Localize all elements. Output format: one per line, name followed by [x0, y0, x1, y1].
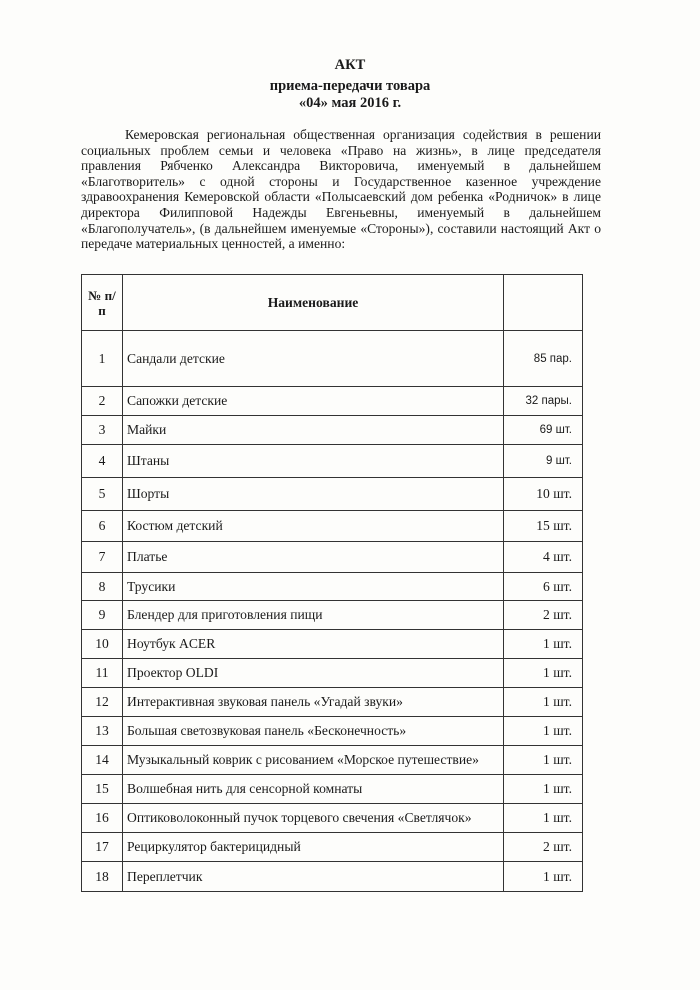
- row-quantity: 85 пар.: [504, 331, 583, 387]
- table-row: [82, 387, 583, 416]
- items-table: [81, 274, 583, 892]
- row-item-name: Рециркулятор бактерицидный: [123, 833, 504, 862]
- document-title: АКТ: [334, 57, 366, 73]
- row-quantity: 1 шт.: [504, 717, 583, 746]
- table-row: [82, 511, 583, 542]
- row-number: 13: [82, 717, 123, 746]
- document-subtitle: приема-передачи товара: [269, 78, 431, 94]
- row-item-name: Блендер для приготовления пищи: [123, 601, 504, 630]
- row-quantity: 9 шт.: [504, 445, 583, 478]
- table-row: [82, 804, 583, 833]
- row-item-name: Волшебная нить для сенсорной комнаты: [123, 775, 504, 804]
- row-item-name: Ноутбук ACER: [123, 630, 504, 659]
- row-quantity: 1 шт.: [504, 775, 583, 804]
- intro-paragraph: Кемеровская региональная общественная организация содействия в решении социальных проблем семьи и человека «Право на жизнь», в лице председателя правления Рябченко Александра Викторовича, именуемый в дальнейшем «Благотворитель» с одной стороны и Государственное казенное учреждение здравоохранения Кемеровской области «Полысаевский дом ребенка «Родничок» в лице директора Филипповой Надежды Евгеньевны, именуемый в дальнейшем «Благополучатель», (в дальнейшем именуемые «Стороны»), составили настоящий Акт о передаче материальных ценностей, а именно:: [81, 127, 601, 252]
- table-row: [82, 833, 583, 862]
- row-item-name: Костюм детский: [123, 511, 504, 542]
- row-number: 17: [82, 833, 123, 862]
- table-row: [82, 717, 583, 746]
- row-item-name: Платье: [123, 542, 504, 573]
- column-header-quantity: [504, 275, 583, 331]
- row-number: 11: [82, 659, 123, 688]
- row-quantity: 10 шт.: [504, 478, 583, 511]
- row-quantity: 1 шт.: [504, 630, 583, 659]
- row-item-name: Оптиковолоконный пучок торцевого свечения «Светлячок»: [123, 804, 504, 833]
- row-number: 15: [82, 775, 123, 804]
- row-quantity: 1 шт.: [504, 862, 583, 892]
- row-number: 2: [82, 387, 123, 416]
- row-quantity: 1 шт.: [504, 804, 583, 833]
- table-row: [82, 445, 583, 478]
- row-quantity: 2 шт.: [504, 601, 583, 630]
- row-quantity: 32 пары.: [504, 387, 583, 416]
- row-number: 14: [82, 746, 123, 775]
- row-number: 6: [82, 511, 123, 542]
- row-number: 1: [82, 331, 123, 387]
- table-row: [82, 331, 583, 387]
- row-number: 7: [82, 542, 123, 573]
- row-number: 10: [82, 630, 123, 659]
- row-item-name: Интерактивная звуковая панель «Угадай звуки»: [123, 688, 504, 717]
- row-item-name: Шорты: [123, 478, 504, 511]
- row-item-name: Трусики: [123, 573, 504, 601]
- table-row: [82, 601, 583, 630]
- row-quantity: 1 шт.: [504, 688, 583, 717]
- row-number: 4: [82, 445, 123, 478]
- row-item-name: Музыкальный коврик с рисованием «Морское путешествие»: [123, 746, 504, 775]
- table-row: [82, 416, 583, 445]
- row-item-name: Большая светозвуковая панель «Бесконечность»: [123, 717, 504, 746]
- row-number: 5: [82, 478, 123, 511]
- row-number: 18: [82, 862, 123, 892]
- row-quantity: 69 шт.: [504, 416, 583, 445]
- table-row: [82, 659, 583, 688]
- row-quantity: 6 шт.: [504, 573, 583, 601]
- table-header-row: [82, 275, 583, 331]
- row-number: 16: [82, 804, 123, 833]
- row-quantity: 2 шт.: [504, 833, 583, 862]
- row-quantity: 1 шт.: [504, 659, 583, 688]
- row-quantity: 15 шт.: [504, 511, 583, 542]
- row-number: 3: [82, 416, 123, 445]
- table-row: [82, 573, 583, 601]
- table-row: [82, 542, 583, 573]
- row-item-name: Сапожки детские: [123, 387, 504, 416]
- row-number: 8: [82, 573, 123, 601]
- table-row: [82, 688, 583, 717]
- table-row: [82, 478, 583, 511]
- row-number: 12: [82, 688, 123, 717]
- document-date: «04» мая 2016 г.: [298, 95, 402, 111]
- column-header-number: № п/п: [82, 275, 123, 331]
- row-item-name: Проектор OLDI: [123, 659, 504, 688]
- table-row: [82, 775, 583, 804]
- row-item-name: Майки: [123, 416, 504, 445]
- row-item-name: Штаны: [123, 445, 504, 478]
- table-row: [82, 746, 583, 775]
- row-quantity: 1 шт.: [504, 746, 583, 775]
- row-item-name: Сандали детские: [123, 331, 504, 387]
- row-number: 9: [82, 601, 123, 630]
- table-row: [82, 862, 583, 892]
- table-row: [82, 630, 583, 659]
- row-item-name: Переплетчик: [123, 862, 504, 892]
- column-header-name: Наименование: [123, 275, 504, 331]
- row-quantity: 4 шт.: [504, 542, 583, 573]
